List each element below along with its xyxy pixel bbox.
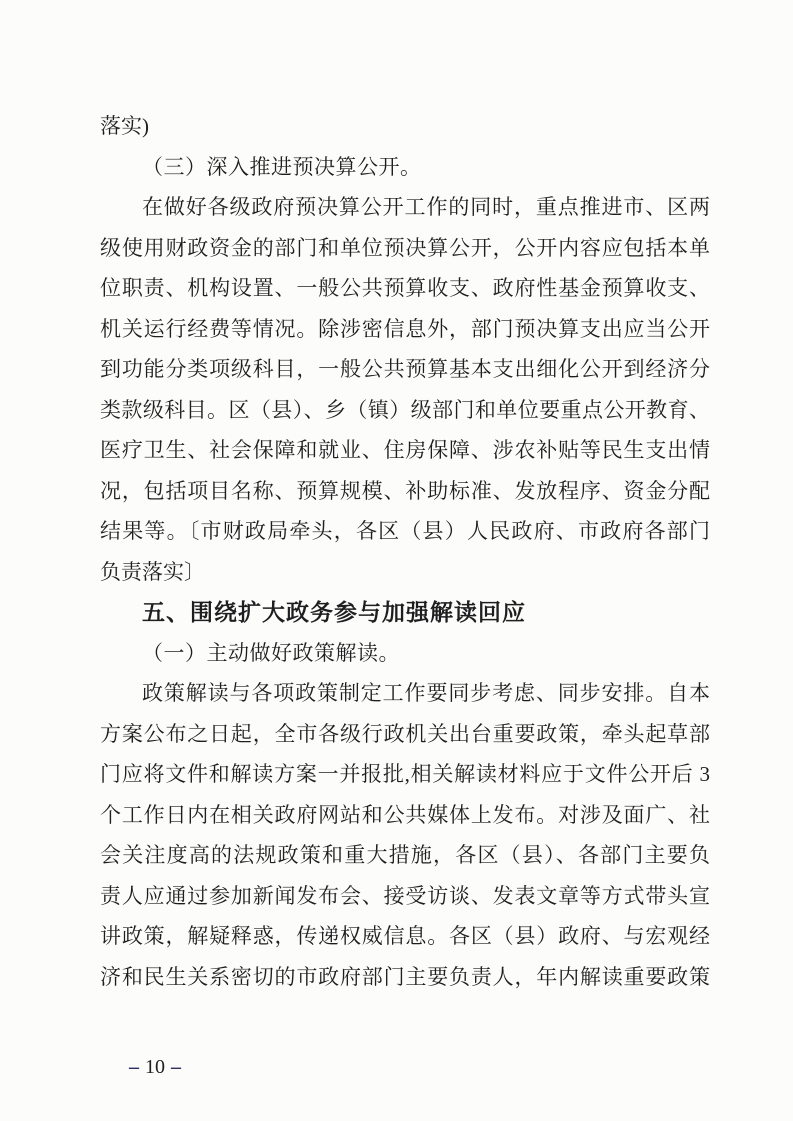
section-3-heading: （三）深入推进预决算公开。 bbox=[142, 154, 422, 179]
body-line: 机关运行经费等情况。除涉密信息外，部门预决算支出应当公开 bbox=[100, 316, 710, 341]
section-5-1-heading: （一）主动做好政策解读。 bbox=[142, 640, 400, 665]
section-5-heading: 五、围绕扩大政务参与加强解读回应 bbox=[142, 599, 526, 625]
body-line: 况，包括项目名称、预算规模、补助标准、发放程序、资金分配 bbox=[100, 478, 710, 503]
body-line: 门应将文件和解读方案一并报批,相关解读材料应于文件公开后 3 bbox=[100, 762, 710, 786]
body-line: 级使用财政资金的部门和单位预决算公开，公开内容应包括本单 bbox=[100, 235, 710, 260]
body-line: 到功能分类项级科目，一般公共预算基本支出细化公开到经济分 bbox=[100, 357, 710, 381]
page-footer bbox=[103, 1022, 187, 1112]
body-line: 讲政策，解疑释惑，传递权威信息。各区（县）政府、与宏观经 bbox=[100, 924, 710, 948]
body-line: 方案公布之日起，全市各级行政机关出台重要政策，牵头起草部 bbox=[100, 721, 710, 746]
body-line: 位职责、机构设置、一般公共预算收支、政府性基金预算收支、 bbox=[100, 276, 710, 300]
body-line: 类款级科目。区（县）、乡（镇）级部门和单位要重点公开教育、 bbox=[100, 397, 710, 422]
body-line: 济和民生关系密切的市政府部门主要负责人，年内解读重要政策 bbox=[100, 964, 710, 989]
page-number-left-dash: – bbox=[129, 1056, 139, 1078]
document-body bbox=[100, 106, 710, 997]
body-line: 个工作日内在相关政府网站和公共媒体上发布。对涉及面广、社 bbox=[100, 802, 710, 827]
body-line: 政策解读与各项政策制定工作要同步考虑、同步安排。自本 bbox=[142, 681, 710, 705]
body-line: 在做好各级政府预决算公开工作的同时，重点推进市、区两 bbox=[142, 195, 710, 219]
body-line: 负责落实〕 bbox=[100, 559, 205, 584]
body-line: 会关注度高的法规政策和重大措施，各区（县）、各部门主要负 bbox=[100, 843, 710, 867]
body-line: 结果等。〔市财政局牵头，各区（县）人民政府、市政府各部门 bbox=[100, 519, 710, 543]
page-number-right-dash: – bbox=[171, 1056, 181, 1078]
body-line: 医疗卫生、社会保障和就业、住房保障、涉农补贴等民生支出情 bbox=[100, 438, 710, 462]
page-number: 10 bbox=[145, 1056, 165, 1078]
paragraph-continuation-line: 落实) bbox=[100, 114, 149, 138]
body-line: 责人应通过参加新闻发布会、接受访谈、发表文章等方式带头宣 bbox=[100, 883, 710, 908]
